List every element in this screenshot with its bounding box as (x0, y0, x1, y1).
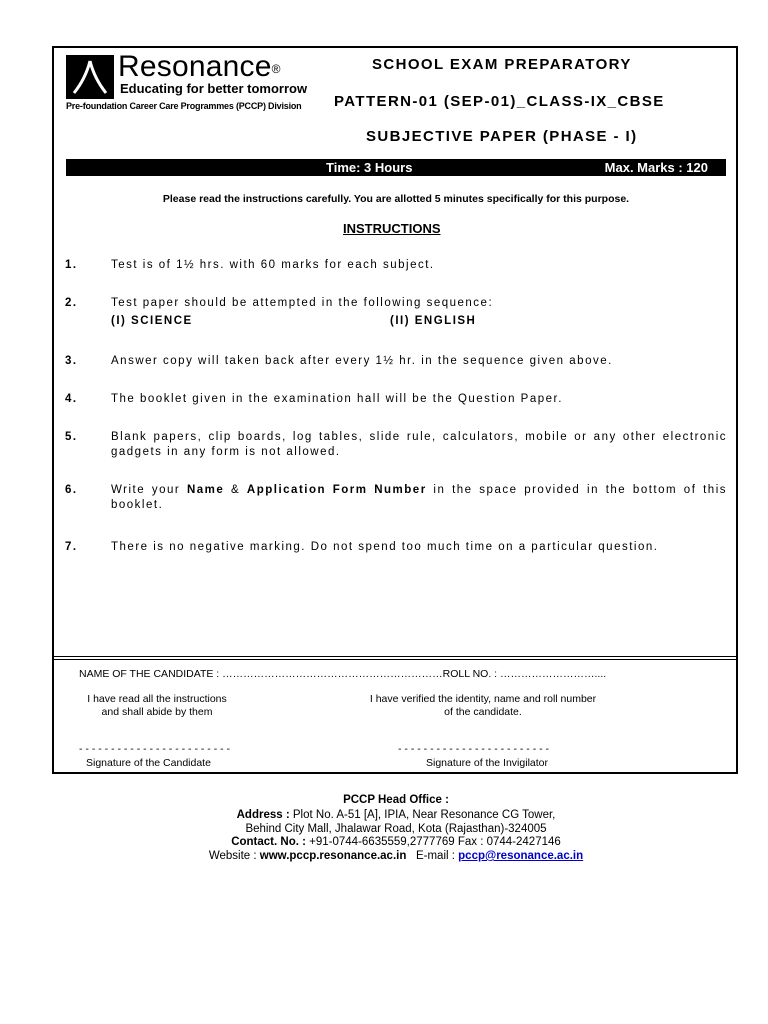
page-frame (52, 46, 738, 774)
candidate-signature-label: Signature of the Candidate (86, 757, 211, 769)
address-line2: Behind City Mall, Jhalawar Road, Kota (Rajasthan)-324005 (245, 823, 547, 835)
email-link[interactable]: pccp@resonance.ac.in (458, 850, 584, 862)
sequence-english: (II) ENGLISH (390, 315, 477, 327)
website-text: www.pccp.resonance.ac.in (259, 850, 407, 862)
candidate-name-line: NAME OF THE CANDIDATE : ………………………………………………………ROLL NO. : ……………………….... (79, 668, 607, 680)
time-marks-bar (66, 159, 726, 176)
web-line: Website : www.pccp.resonance.ac.in E-mail : pccp@resonance.ac.in (208, 850, 584, 862)
paper-title-line2: PATTERN-01 (SEP-01)_CLASS-IX_CBSE (334, 93, 665, 110)
head-office-title: PCCP Head Office : (343, 794, 449, 806)
candidate-declaration: I have read all the instructions and shall abide by them (87, 693, 227, 718)
paper-title-line1: SCHOOL EXAM PREPARATORY (372, 56, 632, 73)
time-label: Time: 3 Hours (326, 160, 413, 175)
invigilator-signature-line: - - - - - - - - - - - - - - - - - - - - - - - - (398, 743, 550, 755)
brand-name: Resonance® (118, 50, 281, 83)
invigilator-signature-label: Signature of the Invigilator (426, 757, 548, 769)
division-name: Pre-foundation Career Care Programmes (PCCP) Division (66, 101, 302, 111)
paper-title-line3: SUBJECTIVE PAPER (PHASE - I) (366, 128, 638, 145)
instructions-heading: INSTRUCTIONS (343, 221, 441, 236)
invigilator-declaration: I have verified the identity, name and roll number of the candidate. (369, 693, 597, 718)
contact-line: Contact. No. : +91-0744-6635559,2777769 Fax : 0744-2427146 (231, 836, 561, 848)
candidate-signature-line: - - - - - - - - - - - - - - - - - - - - - - - - (79, 743, 231, 755)
sequence-science: (I) SCIENCE (111, 315, 193, 327)
reading-note: Please read the instructions carefully. You are allotted 5 minutes specifically for this purpose. (162, 193, 630, 205)
registered-mark: ® (271, 62, 281, 76)
address-line1: Address : Plot No. A-51 [A], IPIA, Near Resonance CG Tower, (236, 809, 556, 821)
brand-tagline: Educating for better tomorrow (120, 81, 308, 96)
divider-line (54, 659, 736, 660)
resonance-logo-icon (66, 55, 114, 99)
divider-line (54, 656, 736, 657)
max-marks-label: Max. Marks : 120 (604, 160, 708, 175)
